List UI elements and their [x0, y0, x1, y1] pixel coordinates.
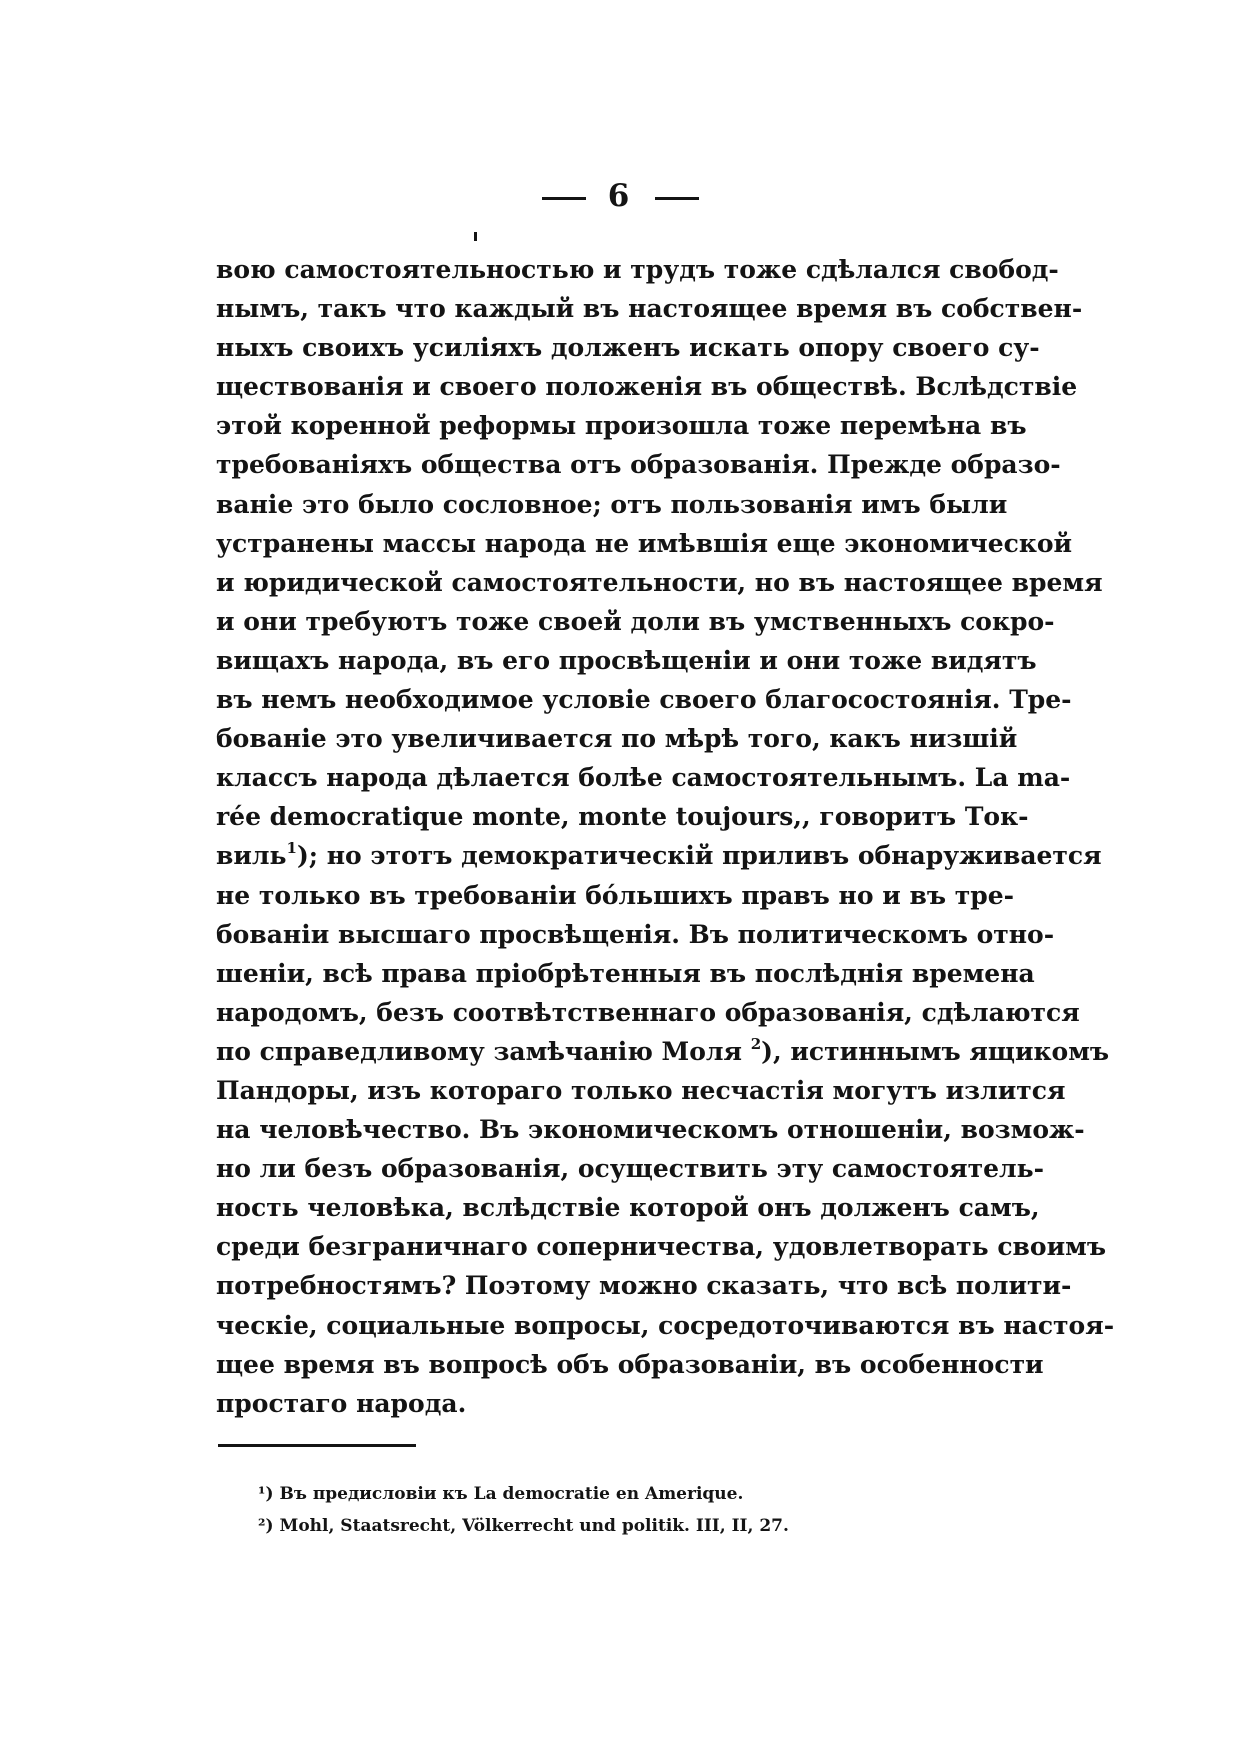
- text-line: щее время въ вопросѣ объ образованіи, въ особенности: [216, 1349, 1044, 1379]
- text-line-with-footnote-ref: [216, 836, 1102, 875]
- text-line: вою самостоятельностью и трудъ тоже сдѣлался свобод-: [216, 255, 1059, 284]
- footnote-ref-1: 1: [286, 839, 297, 858]
- text-line: Пандоры, изъ котораго только несчастія могутъ излится: [216, 1075, 1066, 1105]
- footnote-mark: ¹): [258, 1484, 274, 1504]
- text-line: ческіе, социальные вопросы, сосредоточиваются въ настоя-: [216, 1310, 1115, 1340]
- text-line: классъ народа дѣлается болѣе самостоятельнымъ. La ma-: [216, 763, 1071, 793]
- text-line-last: простаго народа.: [216, 1388, 467, 1418]
- page-number-header: [0, 178, 1241, 214]
- text-line: rée democratique monte, monte toujours,, говоритъ Ток-: [216, 802, 1029, 832]
- text-line: и юридической самостоятельности, но въ настоящее время: [216, 567, 1103, 597]
- text-line: не только въ требованіи бóльшихъ правъ но и въ тре-: [216, 880, 1014, 910]
- page-number: 6: [607, 178, 634, 214]
- text-line: народомъ, безъ соотвѣтственнаго образованія, сдѣлаются: [216, 997, 1080, 1027]
- text-line: вищахъ народа, въ его просвѣщеніи и они тоже видятъ: [216, 645, 1037, 675]
- text-line: этой коренной реформы произошла тоже перемѣна въ: [216, 411, 1027, 441]
- left-dash: [542, 197, 586, 200]
- text-line: но ли безъ образованія, осуществить эту самостоятель-: [216, 1154, 1044, 1184]
- text-line: потребностямъ? Поэтому можно сказать, что всѣ полити-: [216, 1271, 1072, 1301]
- text-line: среди безграничнаго соперничества, удовлетворать своимъ: [216, 1232, 1107, 1262]
- text-line: бованіи высшаго просвѣщенія. Въ политическомъ отно-: [216, 919, 1055, 949]
- footnotes: [258, 1478, 978, 1542]
- text-line-with-footnote-ref: [216, 1032, 1110, 1071]
- footnote-text: Mohl, Staatsrecht, Völkerrecht und politik. III, II, 27.: [279, 1516, 789, 1536]
- footnote-text: Въ предисловіи къ La democratie en Amerique.: [279, 1484, 744, 1504]
- text-line: требованіяхъ общества отъ образованія. Прежде образо-: [216, 450, 1061, 480]
- text-line: нымъ, такъ что каждый въ настоящее время въ собствен-: [216, 294, 1083, 324]
- text-line: въ немъ необходимое условіе своего благосостоянія. Тре-: [216, 685, 1072, 715]
- text-line: ныхъ своихъ усиліяхъ долженъ искать опору своего су-: [216, 333, 1040, 363]
- text-line: бованіе это увеличивается по мѣрѣ того, какъ низшій: [216, 724, 1018, 754]
- text-line: шеніи, всѣ права пріобрѣтенныя въ послѣднія времена: [216, 958, 1035, 988]
- footnote-mark: ²): [258, 1516, 274, 1536]
- body-text: [216, 250, 1115, 1423]
- text-line: и они требуютъ тоже своей доли въ умственныхъ сокро-: [216, 606, 1055, 636]
- footnote-2: [258, 1510, 978, 1542]
- footnote-1: [258, 1478, 978, 1510]
- right-dash: [655, 197, 699, 200]
- text-line: на человѣчество. Въ экономическомъ отношеніи, возмож-: [216, 1115, 1085, 1145]
- footnote-divider: [218, 1444, 416, 1447]
- text-line: ваніе это было сословное; отъ пользованія имъ были: [216, 489, 1008, 519]
- text-fragment: по справедливому замѣчанію Моля $^2$), истиннымъ ящикомъ: [216, 1034, 1110, 1066]
- text-fragment: виль$^1$); но этотъ демократическій приливъ обнаруживается: [216, 839, 1102, 871]
- text-line: ществованія и своего положенія въ обществѣ. Вслѣдствіе: [216, 372, 1078, 402]
- stray-mark: [474, 232, 477, 241]
- text-line: ность человѣка, вслѣдствіе которой онъ долженъ самъ,: [216, 1193, 1040, 1223]
- footnote-ref-2: 2: [750, 1034, 762, 1053]
- text-line: устранены массы народа не имѣвшія еще экономической: [216, 528, 1073, 558]
